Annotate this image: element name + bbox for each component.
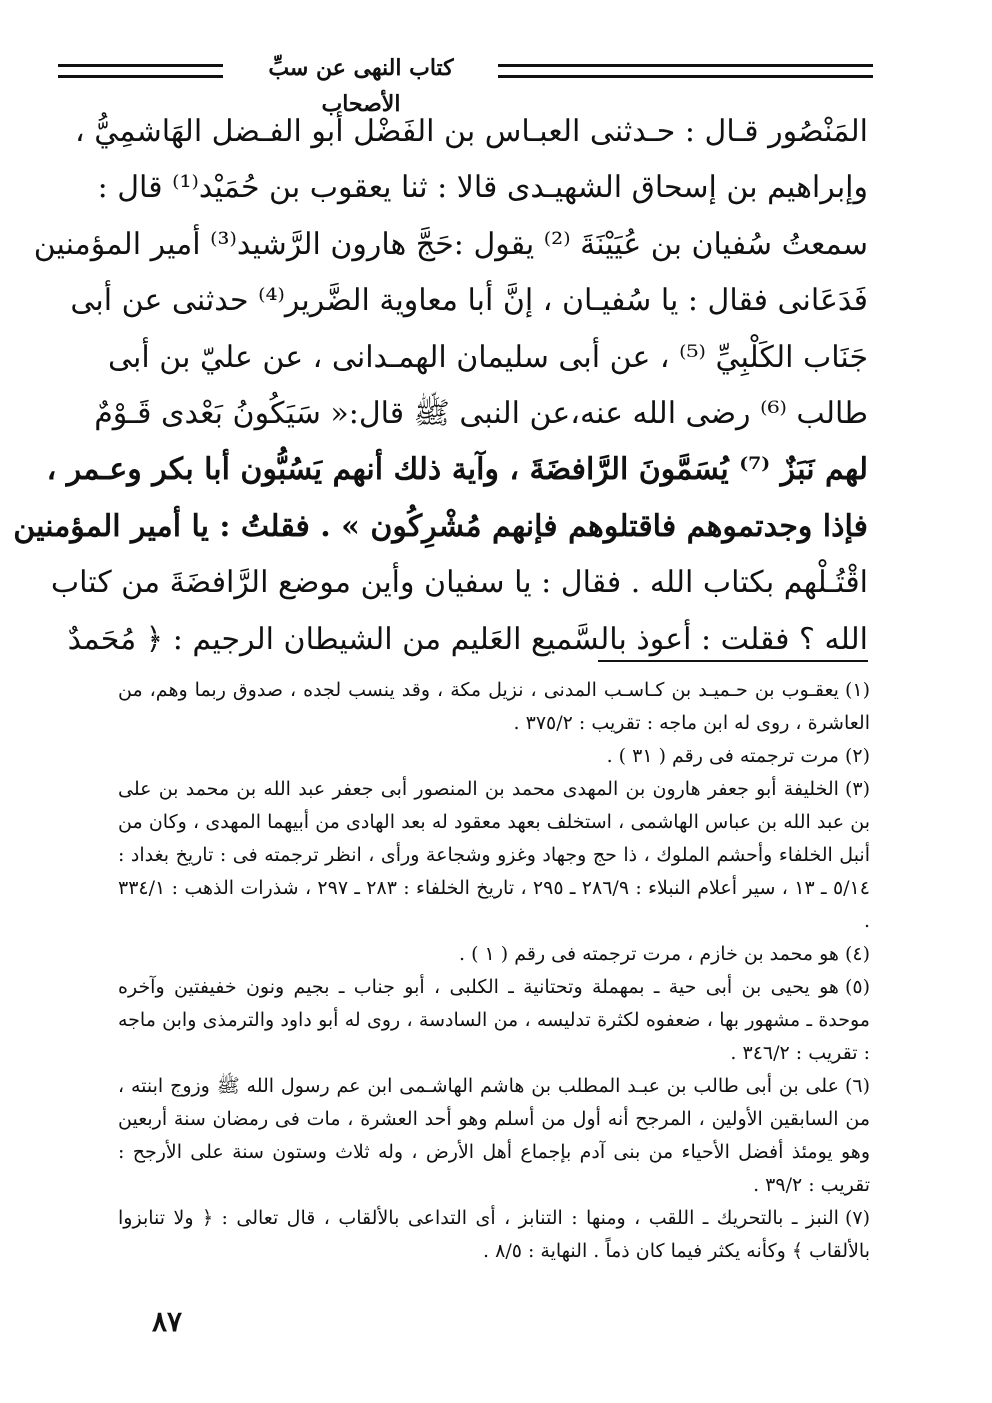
main-text <box>13 104 868 668</box>
text-line: المَنْصُور قـال : حـدثنى العبـاس بن الفَضْل أبو الفـضل الهَاشمِيُّ ، <box>75 114 868 149</box>
footnote-number: (٣) <box>844 778 870 800</box>
footnote-number: (٦) <box>844 1075 870 1097</box>
header-rule-left <box>58 64 223 78</box>
page-number: ٨٧ <box>152 1305 183 1338</box>
text-line: اقْتُـلْهم بكتاب الله . فقال : يا سفيان وأين موضع الرَّافضَةَ من كتاب <box>50 565 868 601</box>
text-line: وإبراهيم بن إسحاق الشهيـدى قالا : ثنا يعقوب بن حُمَيْد⁽¹⁾ قال : <box>97 170 868 206</box>
footnote-number: (٢) <box>844 745 870 767</box>
footnote-text: هو محمد بن خازم ، مرت ترجمته فى رقم ( ١ ) . <box>458 943 839 965</box>
footnote <box>118 938 870 971</box>
footnote <box>118 1070 870 1202</box>
text-line: فإذا وجدتموهم فاقتلوهم فإنهم مُشْرِكُون » . فقلتُ : يا أمير المؤمنين <box>13 508 868 544</box>
text-line: طالب ⁽⁶⁾ رضى الله عنه،عن النبى ﷺ قال:« سَيَكُونُ بَعْدى قَـوْمٌ <box>94 395 868 431</box>
footnote-separator <box>598 660 868 662</box>
footnote-text: النبز ـ بالتحريك ـ اللقب ، ومنها : التنابز ، أى التداعى بالألقاب ، قال تعالى : ﴿ ولا تنابزوا بالألقاب ﴾ وكأنه يكثر فيما كان ذماً . النهاية : ٨/٥ . <box>118 1207 870 1262</box>
header-title: كتاب النهى عن سبِّ الأصحاب <box>268 55 454 117</box>
footnote-number: (١) <box>844 679 870 701</box>
running-header <box>58 50 873 117</box>
header-rule-right <box>498 64 873 78</box>
footnote-number: (٥) <box>844 976 870 998</box>
text-line: لهم نَبَزٌ ⁽⁷⁾ يُسَمَّونَ الرَّافضَةَ ، وآية ذلك أنهم يَسُبُّون أبا بكر وعـمر ، <box>46 452 868 488</box>
text-line: الله ؟ فقلت : أعوذ بالسَّميع العَليم من الشيطان الرجيم : ﴿ مُحَمدٌ <box>67 621 868 657</box>
footnote-text: هو يحيى بن أبى حية ـ بمهملة وتحتانية ـ الكلبى ، أبو جناب ـ بجيم ونون خفيفتين وآخره موحدة ـ مشهور بها ، ضعفوه لكثرة تدليسه ، من السادسة ، روى له أبو داود والترمذى وابن ماجه : تقريب : ٣٤٦/٢ . <box>118 976 870 1064</box>
text-line: جَنَاب الكَلْبِيِّ ⁽⁵⁾ ، عن أبى سليمان الهمـدانى ، عن عليّ بن أبى <box>108 339 868 375</box>
footnote-text: الخليفة أبو جعفر هارون بن المهدى محمد بن المنصور أبى جعفر عبد الله بن محمد بن على بن عبد الله بن عباس الهاشمى ، استخلف بعهد معقود له بعد الهادى من أبيهما المهدى ، وكان من أنبل الخلفاء وأحشم الملوك ، ذا حج وجهاد وغزو وشجاعة ورأى ، انظر ترجمته فى : تاريخ بغداد : ٥/١٤ ـ ١٣ ، سير أعلام النبلاء : ٢٨٦/٩ ـ ٢٩٥ ، تاريخ الخلفاء : ٢٨٣ ـ ٢٩٧ ، شذرات الذهب : ٣٣٤/١ . <box>118 778 870 932</box>
footnote-number: (٤) <box>844 943 870 965</box>
footnote <box>118 740 870 773</box>
footnotes <box>118 674 870 1268</box>
footnote-text: مرت ترجمته فى رقم ( ٣١ ) . <box>606 745 839 767</box>
footnote <box>118 971 870 1070</box>
footnote <box>118 1202 870 1268</box>
text-line: فَدَعَانى فقال : يا سُفيـان ، إنَّ أبا معاوية الضَّرير⁽⁴⁾ حدثنى عن أبى <box>70 283 868 319</box>
footnote <box>118 674 870 740</box>
footnote-number: (٧) <box>844 1207 870 1229</box>
footnote-text: على بن أبى طالب بن عبـد المطلب بن هاشم الهاشـمى ابن عم رسول الله ﷺ وزوج ابنته ، من السابقين الأولين ، المرجح أنه أول من أسلم وهو أحد العشرة ، مات فى رمضان سنة أربعين وهو يومئذ أفضل الأحياء من بنى آدم بإجماع أهل الأرض ، وله ثلاث وستون سنة على الأرجح : تقريب : ٣٩/٢ . <box>118 1075 870 1196</box>
text-line: سمعتُ سُفيان بن عُيَيْنَةَ ⁽²⁾ يقول :حَجَّ هارون الرَّشيد⁽³⁾ أمير المؤمنين <box>33 226 868 262</box>
footnote <box>118 773 870 938</box>
footnote-text: يعقـوب بن حـميـد بن كـاسـب المدنى ، نزيل مكة ، وقد ينسب لجده ، صدوق ربما وهم، من العاشرة ، روى له ابن ماجه : تقريب : ٣٧٥/٢ . <box>118 679 870 734</box>
